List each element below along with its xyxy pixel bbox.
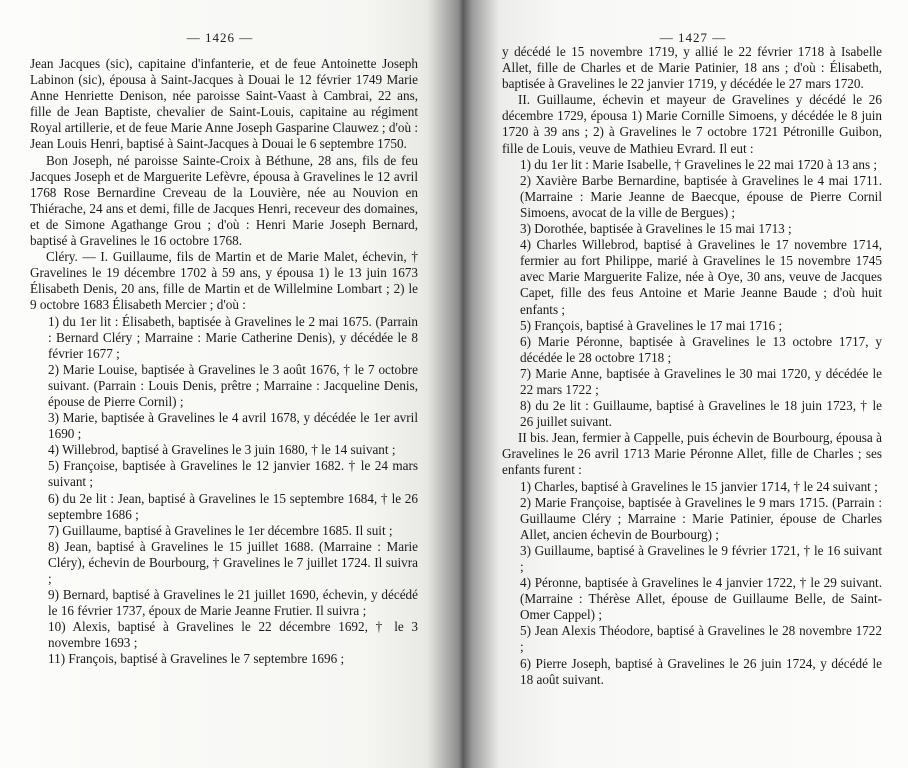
list-item: 1) du 1er lit : Élisabeth, baptisée à Gravelines le 2 mai 1675. (Parrain : Bernard Cléry ; Marraine : Marie Catherine Denis), y décédée le 8 février 1677 ; [48,313,418,361]
left-page-text [30,56,418,668]
page-number-right: — 1427 — [659,30,727,45]
list-item: 1) Charles, baptisé à Gravelines le 15 janvier 1714, † le 24 suivant ; [520,478,878,494]
list-item: 4) Charles Willebrod, baptisé à Gravelines le 17 novembre 1714, fermier au fort Philippe, marié à Gravelines le 15 novembre 1745 avec Marie Marguerite Falize, née à Oye, 30 ans, veuve de Jacques Capet, fille des feus Antoine et Marie Jeanne Baude ; d'où huit enfants ; [520,237,882,317]
list-item: 10) Alexis, baptisé à Gravelines le 22 décembre 1692, † le 3 novembre 1693 ; [48,619,418,651]
paragraph: Jean Jacques (sic), capitaine d'infanterie, et de feue Antoinette Joseph Labinon (sic), épousa à Saint-Jacques à Douai le 12 février 1749 Marie Anne Henriette Denison, née paroisse Saint-Vaast à Cambrai, 22 ans, fille de Jean Baptiste, chevalier de Saint-Louis, capitaine au régiment Royal artillerie, et de feue Marie Anne Joseph Gasparine Clauwez ; d'où : Jean Louis Henri, baptisé à Saint-Jacques à Douai le 6 septembre 1750. [30,56,418,152]
paragraph: Bon Joseph, né paroisse Sainte-Croix à Béthune, 28 ans, fils de feu Jacques Joseph et de Marguerite Lefèvre, épousa à Gravelines le 12 avril 1768 Rose Bernardine Creveau de la Louvière, née au Nouvion en Thiérache, 24 ans et demi, fille de Jacques Henri, receveur des domaines, et de Simone Agathange Grou ; d'où : Henri Marie Joseph Bernard, baptisé à Gravelines le 16 octobre 1768. [30,152,418,249]
list-item: 5) Françoise, baptisée à Gravelines le 12 janvier 1682. † le 24 mars suivant ; [48,458,418,490]
list-item: 6) Pierre Joseph, baptisé à Gravelines le 26 juin 1724, y décédé le 18 août suivant. [520,655,882,687]
list-item: 4) Péronne, baptisée à Gravelines le 4 janvier 1722, † le 29 suivant. (Marraine : Thérèse Allet, épouse de Guillaume Belle, de Saint-Omer Cappel) ; [520,575,882,623]
list-item: 7) Guillaume, baptisé à Gravelines le 1er décembre 1685. Il suit ; [48,522,393,538]
list-item: 5) François, baptisé à Gravelines le 17 mai 1716 ; [520,317,783,333]
list-item: 4) Willebrod, baptisé à Gravelines le 3 juin 1680, † le 14 suivant ; [48,442,396,458]
page-number-left: — 1426 — [186,30,254,45]
list-item: 8) Jean, baptisé à Gravelines le 15 juillet 1688. (Marraine : Marie Cléry), échevin de Bourbourg, † Gravelines le 7 juillet 1724. Il suivra ; [48,538,418,586]
list-item: 7) Marie Anne, baptisée à Gravelines le 30 mai 1720, y décédée le 22 mars 1722 ; [520,365,882,397]
right-page [478,0,908,768]
list-item: 6) du 2e lit : Jean, baptisé à Gravelines le 15 septembre 1684, † le 26 septembre 1686 ; [48,490,418,522]
list-item: 6) Marie Péronne, baptisée à Gravelines le 13 octobre 1717, y décédée le 28 octobre 1718 ; [520,333,882,365]
list-item: 11) François, baptisé à Gravelines le 7 septembre 1696 ; [48,651,345,667]
paragraph: II bis. Jean, fermier à Cappelle, puis échevin de Bourbourg, épousa à Gravelines le 26 avril 1713 Marie Péronne Allet, fille de Charles ; ses enfants furent : [502,430,882,478]
list-item: 2) Marie Louise, baptisée à Gravelines le 3 août 1676, † le 7 octobre suivant. (Parrain : Louis Denis, prêtre ; Marraine : Jacqueline Denis, épouse de Pierre Cornil) ; [48,361,418,409]
list-item: 3) Guillaume, baptisé à Gravelines le 9 février 1721, † le 16 suivant ; [520,542,882,574]
paragraph: II. Guillaume, échevin et mayeur de Gravelines y décédé le 26 décembre 1729, épousa 1) Marie Cornille Simoens, y décédée le 8 juin 1720 à 39 ans ; 2) à Gravelines le 7 octobre 1721 Pétronille Guibon, fille de Louis, veuve de Mathieu Evrard. Il eut : [502,92,882,156]
list-item: 1) du 1er lit : Marie Isabelle, † Gravelines le 22 mai 1720 à 13 ans ; [520,156,878,172]
list-item: 5) Jean Alexis Théodore, baptisé à Gravelines le 28 novembre 1722 ; [520,623,882,655]
list-item: 3) Marie, baptisée à Gravelines le 4 avril 1678, y décédée le 1er avril 1690 ; [48,410,418,442]
paragraph: y décédé le 15 novembre 1719, y allié le 22 février 1718 à Isabelle Allet, fille de Charles et de Marie Patinier, 18 ans ; d'où : Élisabeth, baptisée à Gravelines le 22 janvier 1719, y décédée le 27 mars 1720. [502,44,882,92]
left-page [0,0,440,768]
list-item: 3) Dorothée, baptisée à Gravelines le 15 mai 1713 ; [520,221,792,237]
list-item: 2) Marie Françoise, baptisée à Gravelines le 9 mars 1715. (Parrain : Guillaume Cléry ; Marraine : Marie Patinier, épouse de Charles Allet, ancien échevin de Bourbourg) ; [520,494,882,542]
list-item: 8) du 2e lit : Guillaume, baptisé à Gravelines le 18 juin 1723, † le 26 juillet suivant. [520,398,882,430]
list-item: 2) Xavière Barbe Bernardine, baptisée à Gravelines le 4 mai 1711. (Marraine : Marie Jeanne de Baecque, épouse de Pierre Cornil Simoens, avocat de la ville de Bergues) ; [520,172,882,220]
paragraph: Cléry. — I. Guillaume, fils de Martin et de Marie Malet, échevin, † Gravelines le 19 décembre 1702 à 59 ans, y épousa 1) le 13 juin 1673 Élisabeth Denis, 20 ans, fille de Martin et de Willelmine Lombart ; 2) le 9 octobre 1683 Élisabeth Mercier ; d'où : [30,249,418,313]
right-page-text [502,44,882,688]
list-item: 9) Bernard, baptisé à Gravelines le 21 juillet 1690, échevin, y décédé le 16 février 1737, époux de Marie Jeanne Frutier. Il suivra ; [48,587,418,619]
